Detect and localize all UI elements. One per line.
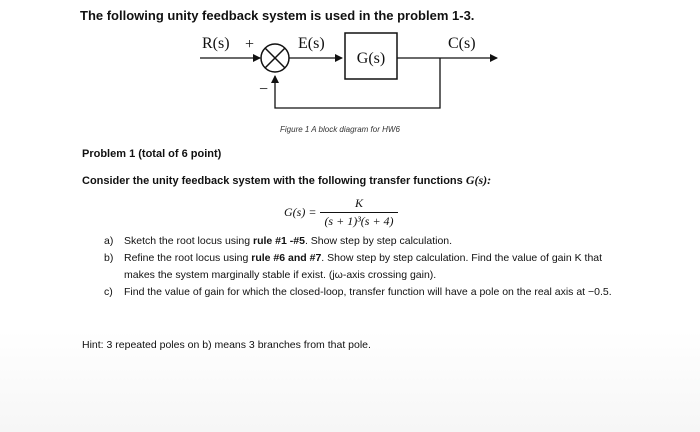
item-text-post: Find the value of gain for which the closed-loop, transfer function will have a pole on the real axis at −0.5. xyxy=(124,286,612,298)
figure-caption: Figure 1 A block diagram for HW6 xyxy=(280,125,400,134)
list-item xyxy=(84,284,624,301)
problem-items xyxy=(84,233,624,301)
block-diagram xyxy=(0,0,700,140)
input-label: R(s) xyxy=(202,35,230,52)
transfer-function xyxy=(284,196,398,229)
intro-text: The following unity feedback system is used in the problem 1-3. xyxy=(80,8,475,23)
problem-description-math: G(s): xyxy=(465,173,492,187)
item-label: a) xyxy=(104,235,114,247)
item-label: c) xyxy=(104,286,113,298)
item-text-bold: rule #1 -#5 xyxy=(253,235,305,247)
error-label: E(s) xyxy=(298,35,325,52)
problem-heading: Problem 1 (total of 6 point) xyxy=(82,148,222,160)
item-text-post: . Show step by step calculation. xyxy=(304,235,453,247)
transfer-function-denominator: (s + 1)³(s + 4) xyxy=(320,212,397,229)
problem-description-text: Consider the unity feedback system with the following transfer functions xyxy=(82,175,463,187)
transfer-function-numerator: K xyxy=(354,196,363,210)
item-text-post: . Show step by step calculation. Find the value of gain K that makes the system marginally stable if exist. (jω-axis crossing gain). xyxy=(124,252,603,281)
item-text-pre: Sketch the root locus using xyxy=(124,235,253,247)
problem-description xyxy=(82,173,491,188)
item-label: b) xyxy=(104,252,114,264)
hint-text: Hint: 3 repeated poles on b) means 3 branches from that pole. xyxy=(82,339,371,351)
minus-sign: − xyxy=(259,81,269,98)
list-item xyxy=(84,250,624,284)
item-text-pre: Refine the root locus using xyxy=(124,252,252,264)
summing-junction xyxy=(261,44,289,72)
transfer-function-lhs: G(s) = xyxy=(284,205,317,219)
transfer-function-fraction xyxy=(320,196,397,229)
list-item xyxy=(84,233,624,250)
block-label: G(s) xyxy=(356,50,386,67)
output-label: C(s) xyxy=(448,35,476,52)
plus-sign: + xyxy=(245,36,255,53)
item-text-bold: rule #6 and #7 xyxy=(251,252,322,264)
